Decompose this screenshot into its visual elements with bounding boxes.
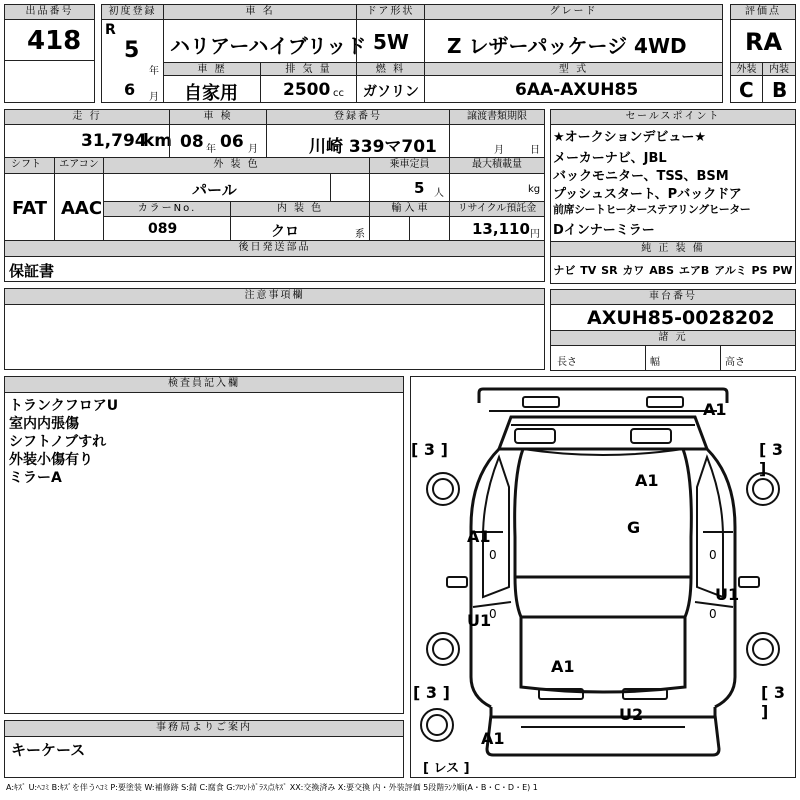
capacity: 5: [414, 179, 425, 197]
inspection-label: 車 検: [169, 109, 267, 125]
inspector-line: 外装小傷有り: [9, 452, 93, 468]
transfer-month-unit: 月: [494, 145, 504, 156]
equipment-item: カワ: [622, 264, 645, 277]
mileage-label: 走 行: [4, 109, 170, 125]
ac: AAC: [61, 198, 103, 219]
lot-number: 418: [27, 26, 82, 56]
height-cell: [720, 345, 796, 371]
reg-month: 6: [124, 80, 136, 99]
door-cell: [356, 19, 425, 63]
sales-point-line: メーカーナビ、JBL: [553, 151, 667, 166]
recycle: 13,110: [472, 220, 530, 238]
door: 5W: [373, 30, 409, 54]
fuel: ガソリン: [363, 84, 419, 100]
year-unit: 年: [149, 66, 159, 77]
tire-mark-br: [ 3 ]: [761, 683, 786, 721]
first-reg-label: 初度登録: [101, 4, 164, 20]
score-cell: [730, 19, 796, 63]
tire-mark-tr: [ 3 ]: [759, 440, 784, 478]
transfer-cell: [449, 124, 545, 158]
import-cell-b: [409, 216, 450, 241]
color-no-label: カラーNo.: [103, 201, 231, 217]
later-parts-text: 保証書: [9, 262, 55, 280]
car-name: ハリアーハイブリッド: [170, 34, 367, 58]
capacity-label: 乗車定員: [369, 157, 450, 174]
recycle-label: リサイクル預託金: [449, 201, 545, 217]
inspection-cell: [169, 124, 267, 158]
history-label: 車 歴: [163, 62, 261, 76]
mileage-cell: [4, 124, 173, 158]
notes-cell: [4, 304, 545, 370]
model-cell: [424, 75, 723, 103]
insp-year: 08: [180, 132, 204, 152]
sales-points-label: セールスポイント: [550, 109, 796, 125]
max-load-label: 最大積載量: [449, 157, 545, 174]
first-reg-cell: [101, 19, 164, 103]
chassis-cell: [550, 304, 796, 331]
car-outline-icon: [411, 377, 795, 777]
era: R: [105, 22, 116, 38]
history-cell: [163, 75, 261, 103]
shift-cell: [4, 173, 55, 241]
legend-text: A:ｷｽﾞ U:ﾍｺﾐ B:ｷｽﾞを伴うﾍｺﾐ P:要塗装 W:補修跡 S:錆 C:腐食 G:ﾌﾛﾝﾄｶﾞﾗｽ点ｷｽﾞ XX:交換済み X:要交換 内・外装評価 5段階ﾗﾝｸ順(A・B・C・D・E) 1: [6, 783, 538, 792]
displacement-cell: [260, 75, 357, 103]
damage-mark: A1: [551, 657, 575, 676]
color-extra: [330, 173, 370, 202]
chassis-number: AXUH85-0028202: [587, 307, 775, 329]
cc-unit: cc: [333, 88, 344, 99]
damage-mark: G: [627, 518, 641, 537]
reg-year: 5: [124, 38, 140, 63]
color-label: 外 装 色: [103, 157, 370, 174]
score-label: 評価点: [730, 4, 796, 20]
equipment-label: 純 正 装 備: [550, 241, 796, 257]
damage-mark: A1: [467, 527, 491, 546]
model-label: 型 式: [424, 62, 723, 76]
damage-mark: U2: [619, 705, 644, 724]
car-name-label: 車 名: [163, 4, 357, 20]
less-mark: [ レス ]: [423, 761, 470, 776]
model: 6AA-AXUH85: [515, 80, 639, 100]
ac-cell: [54, 173, 104, 241]
damage-mark: U1: [467, 611, 492, 630]
equipment-cell: [550, 256, 796, 284]
capacity-unit: 人: [434, 188, 444, 199]
import-cell-a: [369, 216, 410, 241]
plate-label: 登録番号: [266, 109, 450, 125]
mileage: 31,794: [81, 131, 147, 151]
length-cell: [550, 345, 646, 371]
car-name-cell: [163, 19, 367, 63]
notes-label: 注意事項欄: [4, 288, 545, 305]
interior-color-cell: [230, 216, 370, 241]
sales-point-line: Dインナーミラー: [553, 223, 655, 238]
grade-label: グレード: [424, 4, 723, 20]
score: RA: [745, 28, 783, 56]
exterior-grade-label: 外装: [730, 62, 763, 76]
insp-month-unit: 月: [248, 144, 258, 155]
kg-unit: kg: [528, 184, 541, 195]
inspector-line: シフトノブすれ: [9, 434, 107, 450]
office-text: キーケース: [11, 741, 86, 759]
damage-mark: U1: [715, 585, 740, 604]
office-cell: [4, 736, 404, 778]
interior-color-label: 内 装 色: [230, 201, 370, 217]
insp-month: 06: [220, 132, 244, 152]
tire-mark-bl: [ 3 ]: [413, 683, 450, 702]
insp-year-unit: 年: [206, 144, 216, 155]
fuel-cell: [356, 75, 425, 103]
shift-label: シフト: [4, 157, 55, 174]
office-label: 事務局よりご案内: [4, 720, 404, 737]
exterior-grade-cell: [730, 75, 763, 103]
displacement-label: 排 気 量: [260, 62, 357, 76]
equipment-item: ナビ: [553, 264, 576, 277]
displacement: 2500: [283, 80, 331, 100]
interior-grade-label: 内装: [762, 62, 796, 76]
later-parts-cell: [4, 256, 545, 282]
equipment-item: アルミ: [714, 264, 747, 277]
color-no-cell: [103, 216, 231, 241]
plate-cell: [266, 124, 450, 158]
dimensions-label: 諸 元: [550, 330, 796, 346]
ac-label: エアコン: [54, 157, 104, 174]
door-label: ドア形状: [356, 4, 425, 20]
equipment-item: TV: [580, 263, 597, 277]
sales-point-line: バックモニター、TSS、BSM: [553, 169, 729, 184]
recycle-unit: 円: [530, 229, 540, 240]
damage-mark: 0: [709, 548, 717, 562]
color-no: 089: [148, 221, 178, 237]
equipment-item: エアB: [678, 264, 710, 277]
chassis-label: 車台番号: [550, 289, 796, 305]
length-label: 長さ: [557, 357, 577, 368]
plate: 川崎 339マ701: [309, 137, 437, 157]
lot-cell: [4, 19, 95, 61]
damage-mark: A1: [703, 400, 727, 419]
inspector-line: ミラーA: [9, 470, 62, 486]
sales-point-line: ★オークションデビュー★: [553, 130, 707, 145]
lot-blank: [4, 60, 95, 103]
sales-point-line: プッシュスタート、Pバックドア: [553, 187, 742, 202]
damage-mark: A1: [635, 471, 659, 490]
interior-color: クロ: [271, 224, 299, 240]
sales-point-line: 前席シートヒーターステアリングヒーター: [553, 203, 751, 216]
max-load-cell: [449, 173, 545, 202]
exterior-grade: C: [739, 78, 754, 102]
recycle-cell: [449, 216, 545, 241]
interior-grade: B: [772, 78, 788, 102]
month-unit: 月: [149, 92, 159, 103]
history: 自家用: [184, 83, 238, 104]
inspector-line: 室内内張傷: [9, 416, 79, 432]
equipment-item: PW: [772, 263, 793, 277]
shift: FAT: [12, 198, 48, 219]
transfer-day-unit: 日: [530, 145, 540, 156]
car-diagram: [410, 376, 796, 778]
km-unit: km: [143, 131, 173, 151]
tire-mark-tl: [ 3 ]: [411, 440, 448, 459]
interior-grade-cell: [762, 75, 796, 103]
inspector-line: トランクフロアU: [9, 398, 119, 414]
interior-color-unit: 系: [355, 229, 365, 240]
damage-mark: A1: [481, 729, 505, 748]
damage-mark: 0: [489, 607, 497, 621]
fuel-label: 燃 料: [356, 62, 425, 76]
width-label: 幅: [650, 357, 660, 368]
equipment-item: ABS: [649, 263, 675, 277]
import-label: 輸 入 車: [369, 201, 450, 217]
sales-points-cell: [550, 124, 796, 242]
later-parts-label: 後日発送部品: [4, 240, 545, 257]
capacity-cell: [369, 173, 450, 202]
equipment-item: PS: [751, 263, 768, 277]
damage-mark: 0: [489, 548, 497, 562]
lot-label: 出品番号: [4, 4, 95, 20]
width-cell: [645, 345, 721, 371]
transfer-label: 譲渡書類期限: [449, 109, 545, 125]
inspector-cell: [4, 392, 404, 714]
equipment-item: SR: [601, 263, 618, 277]
height-label: 高さ: [725, 357, 745, 368]
color-cell: [103, 173, 331, 202]
color: パール: [192, 181, 237, 199]
inspector-label: 検査員記入欄: [4, 376, 404, 393]
grade-cell: [424, 19, 723, 63]
grade: Z レザーパッケージ 4WD: [447, 34, 687, 58]
damage-mark: 0: [709, 607, 717, 621]
